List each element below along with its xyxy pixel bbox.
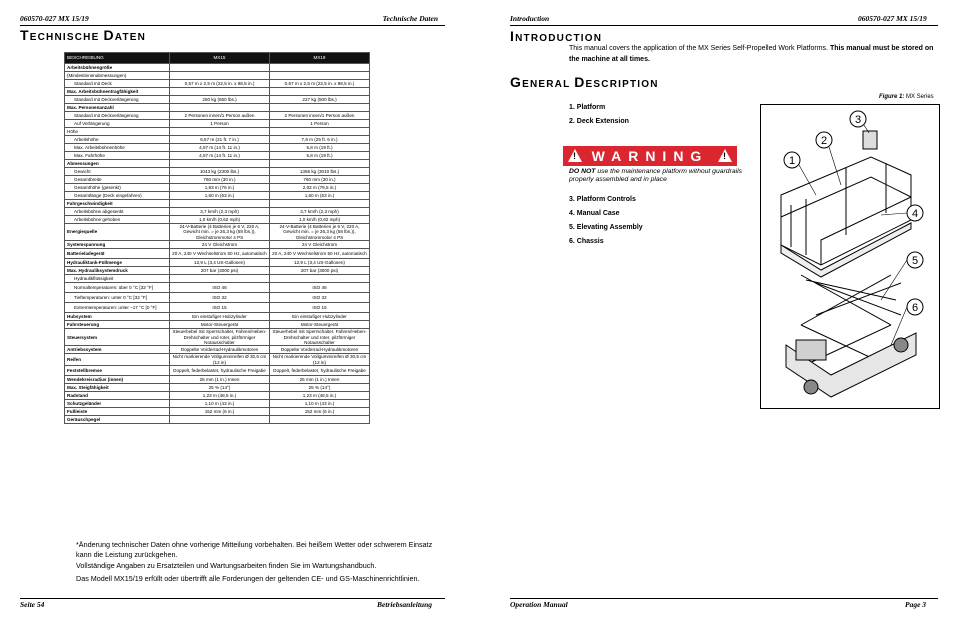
- spec-value-mx19: ISO 15: [270, 303, 370, 313]
- spec-value-mx15: 1 Person: [170, 120, 270, 128]
- table-row: [65, 321, 370, 329]
- spec-value-mx15: 12,9 L (3,4 US-Gallonen): [170, 259, 270, 267]
- spec-value-mx15: [170, 88, 270, 96]
- spec-value-mx15: 3,7 km/h (2,3 mph): [170, 208, 270, 216]
- table-row: [65, 176, 370, 184]
- spec-value-mx15: Nicht markierende Vollgummireifen Ø 30,5 cm (12 in): [170, 354, 270, 366]
- table-row: [65, 192, 370, 200]
- callout-1-label: 1: [788, 155, 796, 167]
- right-header-section: Introduction: [510, 14, 550, 23]
- spec-value-mx19: 3,7 km/h (2,3 mph): [270, 208, 370, 216]
- spec-value-mx15: 4,57 m (14 ft. 11 in.): [170, 144, 270, 152]
- spec-value-mx19: [270, 88, 370, 96]
- spec-value-mx19: ISO 32: [270, 293, 370, 303]
- intro-paragraph: This manual covers the application of the MX Series Self-Propelled Work Platforms. This manual must be stored on the machine at all times.: [569, 45, 934, 63]
- spec-label: Fahrsteuerung: [65, 321, 170, 329]
- table-row: [65, 313, 370, 321]
- spec-value-mx15: 25 % (14°): [170, 384, 270, 392]
- warning-label: WARNING: [591, 148, 709, 164]
- spec-value-mx15: 4,57 m (14 ft. 11 in.): [170, 152, 270, 160]
- spec-label: Extremtemperaturen: unter –17 °C [0 °F]: [65, 303, 170, 313]
- table-row: [65, 208, 370, 216]
- list-item-deck-extension: 2. Deck Extension: [569, 118, 629, 125]
- right-footer-rule: [510, 598, 938, 599]
- spec-value-mx19: [270, 160, 370, 168]
- table-row: [65, 416, 370, 424]
- spec-label: Tieftemperaturen: unter 0 °C [32 °F]: [65, 293, 170, 303]
- table-row: [65, 392, 370, 400]
- spec-label: Hydraulikflüssigkeit: [65, 275, 170, 283]
- list-item-platform: 1. Platform: [569, 104, 606, 111]
- page-title-technische-daten: TECHNISCHE DATEN: [20, 27, 147, 43]
- spec-label: Antriebssystem: [65, 346, 170, 354]
- spec-value-mx19: Steuerhebel mit Sperrschalter, Fahren/Heben-Drehschalter und roter, pilzförmiger Notausschalter: [270, 329, 370, 346]
- table-row: [65, 104, 370, 112]
- spec-value-mx15: 1,23 m (48,5 in.): [170, 392, 270, 400]
- spec-label: Batterieladegerät: [65, 249, 170, 259]
- spec-value-mx19: 12,9 L (3,4 US-Gallonen): [270, 259, 370, 267]
- spec-value-mx19: Doppelte Vorderrad-Hydraulikmotoren: [270, 346, 370, 354]
- warning-message: DO NOT use the maintenance platform without guardrails properly assembled and in place: [569, 168, 743, 184]
- spec-label: Max. Hydrauliksystemdruck: [65, 267, 170, 275]
- spec-value-mx15: [170, 416, 270, 424]
- table-row: [65, 96, 370, 104]
- spec-label: Arbeitshöhe: [65, 136, 170, 144]
- spec-label: Arbeitsbühne gehoben: [65, 216, 170, 224]
- spec-label: Max. Fahrhöhe: [65, 152, 170, 160]
- left-footer-title: Betriebsanleitung: [377, 600, 433, 609]
- table-row: [65, 249, 370, 259]
- spec-value-mx15: 1,60 m (63 in.): [170, 192, 270, 200]
- spec-value-mx19: 0,57 m x 2,5 m (22,5 in. x 98,5 in.): [270, 80, 370, 88]
- table-row: [65, 267, 370, 275]
- spec-label: Systemspannung: [65, 241, 170, 249]
- table-row: [65, 224, 370, 241]
- spec-value-mx15: Doppelte Vorderrad-Hydraulikmotoren: [170, 346, 270, 354]
- table-row: [65, 152, 370, 160]
- spec-value-mx19: [270, 200, 370, 208]
- spec-value-mx15: 207 bar (3000 psi): [170, 267, 270, 275]
- figure-caption: Figure 1: MX Series: [879, 94, 934, 100]
- table-row: [65, 293, 370, 303]
- spec-value-mx15: 1,10 m (43 in.): [170, 400, 270, 408]
- table-row: [65, 376, 370, 384]
- table-row: [65, 275, 370, 283]
- heading-introduction: INTRODUCTION: [510, 28, 603, 44]
- table-row: [65, 88, 370, 96]
- spec-label: Schutzgeländer: [65, 400, 170, 408]
- spec-table: [64, 52, 370, 424]
- warning-icon-right: !: [718, 149, 732, 162]
- spec-label: Gesamtlänge (Deck eingefahren): [65, 192, 170, 200]
- spec-label: Wendekreisradius (innen): [65, 376, 170, 384]
- spec-value-mx15: 20 A, 240 V Wechselstrom 50 Hz, automatisch: [170, 249, 270, 259]
- spec-label: Steuersystem: [65, 329, 170, 346]
- spec-label: Hydrauliktank-Füllmenge: [65, 259, 170, 267]
- table-row: [65, 128, 370, 136]
- spec-value-mx15: 760 mm (30 in.): [170, 176, 270, 184]
- table-row: [65, 384, 370, 392]
- table-row: [65, 80, 370, 88]
- spec-label: Standard mit Deck: [65, 80, 170, 88]
- spec-value-mx19: ISO 46: [270, 283, 370, 293]
- spec-value-mx19: [270, 275, 370, 283]
- warning-icon-left: !: [568, 149, 582, 162]
- spec-value-mx19: 2 Personen innen/1 Person außen: [270, 112, 370, 120]
- table-row: [65, 216, 370, 224]
- spec-value-mx19: 25 % (14°): [270, 384, 370, 392]
- spec-value-mx19: Ein einstufiger Hubzylinder: [270, 313, 370, 321]
- spec-value-mx19: 5,8 m (19 ft.): [270, 144, 370, 152]
- table-row: [65, 160, 370, 168]
- spec-value-mx15: 0,57 m x 2,5 m (22,5 in. x 98,5 in.): [170, 80, 270, 88]
- callout-5-label: 5: [911, 255, 919, 267]
- spec-value-mx15: Ein einstufiger Hubzylinder: [170, 313, 270, 321]
- left-footer-page: Seite 54: [20, 600, 45, 609]
- spec-label: Arbeitsbühne abgesenkt: [65, 208, 170, 216]
- spec-value-mx15: Doppelt, federbelastet, hydraulische Freigabe: [170, 366, 270, 376]
- callout-2-label: 2: [820, 135, 828, 147]
- spec-value-mx15: [170, 64, 270, 72]
- table-row: [65, 346, 370, 354]
- list-item-platform-controls: 3. Platform Controls: [569, 196, 636, 203]
- spec-value-mx19: 152 mm (6 in.): [270, 408, 370, 416]
- spec-label: Arbeitsbühnengröße: [65, 64, 170, 72]
- spec-value-mx15: [170, 275, 270, 283]
- spec-value-mx15: ISO 32: [170, 293, 270, 303]
- right-header-docnum: 060570-027 MX 15/19: [858, 14, 927, 23]
- spec-value-mx15: 6,57 m (21 ft. 7 in.): [170, 136, 270, 144]
- spec-value-mx19: 1,23 m (48,5 in.): [270, 392, 370, 400]
- spec-value-mx19: 207 bar (3000 psi): [270, 267, 370, 275]
- spec-label: Max. Personenanzahl: [65, 104, 170, 112]
- machine-illustration: [761, 105, 939, 408]
- spec-label: Hubsystem: [65, 313, 170, 321]
- spec-value-mx19: Doppelt, federbelastet, hydraulische Freigabe: [270, 366, 370, 376]
- spec-label: Standard mit Deckverlängerung: [65, 96, 170, 104]
- list-item-elevating-assembly: 5. Elevating Assembly: [569, 224, 643, 231]
- spec-label: Max. Arbeitsbühnentragfähigkeit: [65, 88, 170, 96]
- spec-value-mx15: Steuerhebel mit Sperrschalter, Fahren/Heben-Drehschalter und roter, pilzförmiger Notausschalter: [170, 329, 270, 346]
- callout-3-label: 3: [854, 114, 862, 126]
- table-row: [65, 259, 370, 267]
- spec-value-mx19: Nicht markierende Vollgummireifen Ø 30,5 cm (12 in): [270, 354, 370, 366]
- spec-value-mx19: [270, 416, 370, 424]
- spec-label: Reifen: [65, 354, 170, 366]
- left-header-docnum: 060570-027 MX 15/19: [20, 14, 89, 23]
- spec-value-mx19: 24-V-Batterie (4 Batterien je 6 V, 220 A, Gewicht min. = je 26,3 kg (58 lbs.)), Gleichstrommotor 4 PS: [270, 224, 370, 241]
- spec-value-mx15: [170, 72, 270, 80]
- spec-value-mx19: 1,60 m (63 in.): [270, 192, 370, 200]
- spec-value-mx15: 24-V-Batterie (4 Batterien je 6 V, 220 A, Gewicht min. = je 26,3 kg (58 lbs.)), Gleichstrommotor 4 PS: [170, 224, 270, 241]
- spec-label: Geräuschpegel: [65, 416, 170, 424]
- spec-value-mx19: [270, 72, 370, 80]
- table-row: [65, 72, 370, 80]
- spec-value-mx19: 1,0 km/h (0,62 mph): [270, 216, 370, 224]
- heading-general-description: GENERAL DESCRIPTION: [510, 74, 659, 90]
- warning-banner: [563, 146, 737, 166]
- spec-label: Fußleiste: [65, 408, 170, 416]
- spec-value-mx19: 7,8 m (25 ft. 6 in.): [270, 136, 370, 144]
- spec-value-mx19: 760 mm (30 in.): [270, 176, 370, 184]
- spec-label: Radstand: [65, 392, 170, 400]
- table-row: [65, 64, 370, 72]
- spec-value-mx15: 2 Personen innen/1 Person außen: [170, 112, 270, 120]
- spec-value-mx15: [170, 160, 270, 168]
- spec-value-mx15: ISO 46: [170, 283, 270, 293]
- spec-value-mx15: ISO 15: [170, 303, 270, 313]
- spec-label: Max. Steigfähigkeit: [65, 384, 170, 392]
- spec-value-mx15: Motor-Steuergerät: [170, 321, 270, 329]
- table-row: [65, 200, 370, 208]
- table-row: [65, 168, 370, 176]
- spec-label: (Mindestinnenabmessungen): [65, 72, 170, 80]
- spec-value-mx19: 5,8 m (19 ft.): [270, 152, 370, 160]
- spec-value-mx15: 250 kg (550 lbs.): [170, 96, 270, 104]
- spec-value-mx19: 227 kg (500 lbs.): [270, 96, 370, 104]
- table-row: [65, 120, 370, 128]
- table-row: [65, 184, 370, 192]
- col-header-mx19: MX19: [270, 53, 370, 64]
- left-footer-rule: [20, 598, 445, 599]
- list-item-chassis: 6. Chassis: [569, 238, 604, 245]
- figure-mx-series: [760, 104, 940, 409]
- spec-label: Feststellbremse: [65, 366, 170, 376]
- table-row: [65, 329, 370, 346]
- right-footer-title: Operation Manual: [510, 600, 568, 609]
- spec-value-mx19: 20 A, 240 V Wechselstrom 50 Hz, automatisch: [270, 249, 370, 259]
- right-footer-page: Page 3: [905, 600, 927, 609]
- spec-label: Höhe: [65, 128, 170, 136]
- col-header-description: BESCHREIBUNG: [65, 53, 170, 64]
- spec-label: Standard mit Deckverlängerung: [65, 112, 170, 120]
- spec-label: Energiequelle: [65, 224, 170, 241]
- callout-6-label: 6: [911, 302, 919, 314]
- spec-value-mx15: [170, 104, 270, 112]
- spec-value-mx19: Motor-Steuergerät: [270, 321, 370, 329]
- spec-value-mx19: 24 V Gleichstrom: [270, 241, 370, 249]
- spec-label: Gesamtbreite: [65, 176, 170, 184]
- spec-label: Fahrgeschwindigkeit: [65, 200, 170, 208]
- table-row: [65, 144, 370, 152]
- spec-label: Auf Verlängerung: [65, 120, 170, 128]
- spec-value-mx15: 25 mm (1 in.) Innen: [170, 376, 270, 384]
- spec-value-mx19: 1365 kg (3010 lbs.): [270, 168, 370, 176]
- note-spec-change: *Änderung technischer Daten ohne vorherige Mitteilung vorbehalten. Bei heißem Wetter oder schwerem Einsatz kann die Leistung zurückgehen.: [76, 540, 433, 559]
- spec-value-mx15: 1043 kg (2300 lbs.): [170, 168, 270, 176]
- table-row: [65, 400, 370, 408]
- left-header-rule: [20, 25, 445, 26]
- spec-label: Max. Arbeitsbühnenhöhe: [65, 144, 170, 152]
- table-row: [65, 241, 370, 249]
- spec-label: Gewicht: [65, 168, 170, 176]
- spec-value-mx15: 1,93 m (76 in.): [170, 184, 270, 192]
- table-row: [65, 354, 370, 366]
- table-row: [65, 283, 370, 293]
- spec-value-mx15: [170, 200, 270, 208]
- spec-value-mx19: 25 mm (1 in.) Innen: [270, 376, 370, 384]
- spec-value-mx19: [270, 104, 370, 112]
- table-row: [65, 366, 370, 376]
- note-compliance: Das Modell MX15/19 erfüllt oder übertrifft alle Forderungen der geltenden CE- und GS-Maschinenrichtlinien.: [76, 574, 420, 583]
- spec-value-mx19: 1,10 m (43 in.): [270, 400, 370, 408]
- table-row: [65, 408, 370, 416]
- col-header-mx15: MX15: [170, 53, 270, 64]
- spec-value-mx15: [170, 128, 270, 136]
- spec-label: Gesamthöhe (gesenkt): [65, 184, 170, 192]
- spec-value-mx19: [270, 64, 370, 72]
- spec-value-mx19: [270, 128, 370, 136]
- spec-value-mx15: 152 mm (6 in.): [170, 408, 270, 416]
- table-row: [65, 303, 370, 313]
- spec-value-mx15: 1,0 km/h (0,62 mph): [170, 216, 270, 224]
- spec-value-mx19: 1 Person: [270, 120, 370, 128]
- table-row: [65, 112, 370, 120]
- note-parts: Vollständige Angaben zu Ersatzteilen und Wartungsarbeiten finden Sie im Wartungshandbuch.: [76, 561, 377, 570]
- right-header-rule: [510, 25, 938, 26]
- spec-label: Abmessungen: [65, 160, 170, 168]
- callout-4-label: 4: [911, 208, 919, 220]
- spec-value-mx15: 24 V Gleichstrom: [170, 241, 270, 249]
- list-item-manual-case: 4. Manual Case: [569, 210, 620, 217]
- spec-value-mx19: 2,02 m (79,5 in.): [270, 184, 370, 192]
- table-row: [65, 136, 370, 144]
- spec-label: Normaltemperaturen: über 0 °C [32 °F]: [65, 283, 170, 293]
